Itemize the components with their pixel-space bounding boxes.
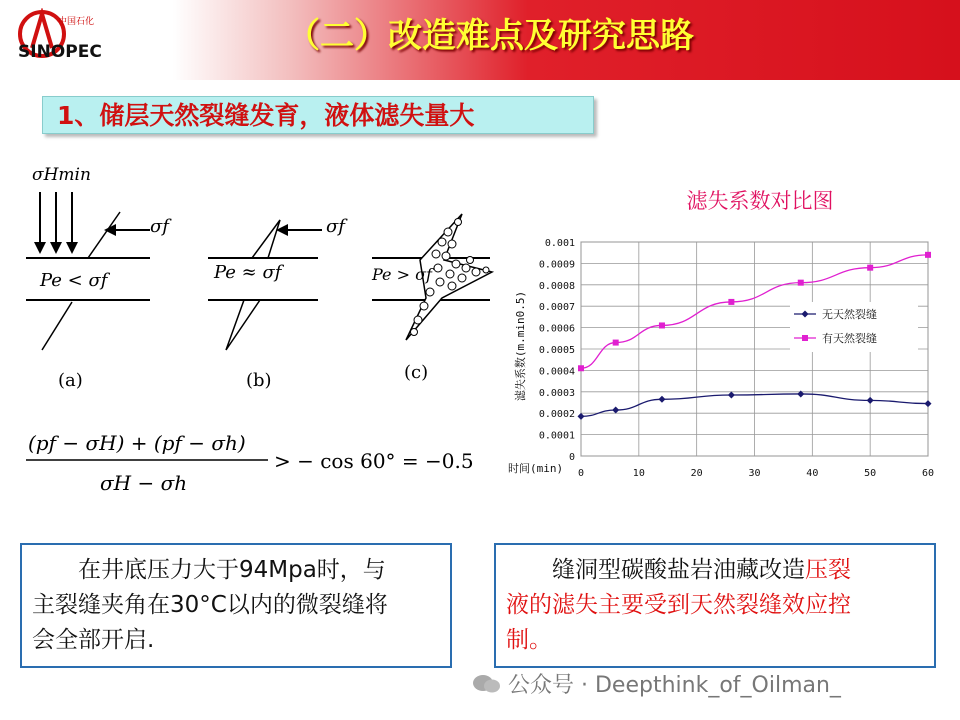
fracture-diagram [0, 150, 500, 500]
note-right-part3: 液的滤失主要受到天然裂缝效应控 [506, 592, 851, 618]
label-a: (a) [58, 370, 83, 391]
y-tick-label: 0.001 [544, 238, 575, 249]
formula-rhs: > − cos 60° = −0.5 [274, 449, 474, 473]
x-tick-label: 40 [806, 468, 819, 479]
y-tick-label: 0.0001 [538, 430, 575, 442]
data-point [578, 365, 584, 371]
page-title: （二）改造难点及研究思路 [286, 16, 694, 56]
note-right-part4: 制。 [506, 627, 552, 653]
condition-c: Pe > σf [372, 265, 432, 284]
logo-text: SINOPEC [18, 42, 102, 62]
data-point [613, 340, 619, 346]
x-tick-label: 30 [748, 468, 761, 479]
y-tick-label: 0.0002 [538, 409, 575, 421]
legend-marker [802, 335, 808, 341]
data-point [728, 299, 734, 305]
note-right-part1: 缝洞型碳酸盐岩油藏改造 [552, 557, 805, 583]
data-point [798, 280, 804, 286]
y-tick-label: 0.0009 [538, 259, 575, 271]
note-box-left [20, 543, 452, 668]
y-tick-label: 0.0004 [538, 366, 575, 378]
section-subtitle: 1、储层天然裂缝发育，液体滤失量大 [42, 96, 594, 134]
stress-label-hmin: σHmin [32, 165, 91, 185]
formula-numerator: (pf − σH) + (pf − σh) [28, 431, 246, 455]
legend-label: 无天然裂缝 [822, 308, 877, 321]
y-tick-label: 0.0003 [538, 387, 575, 399]
header-banner [0, 0, 960, 80]
x-tick-label: 20 [690, 468, 703, 479]
y-tick-label: 0.0008 [538, 280, 575, 292]
x-tick-label: 60 [921, 468, 935, 479]
y-tick-label: 0.0006 [538, 323, 575, 335]
note-left-line1: 在井底压力大于94Mpa时，与 [78, 557, 386, 583]
filtration-chart [500, 180, 960, 500]
legend-label: 有天然裂缝 [822, 332, 877, 345]
watermark-text: 公众号 · Deepthink_of_Oilman_ [508, 673, 841, 698]
note-box-right [494, 543, 936, 668]
note-right-part2: 压裂 [805, 557, 851, 583]
note-left-line2: 主裂缝夹角在30°C以内的微裂缝将 [32, 592, 388, 618]
data-point [925, 252, 931, 258]
y-tick-label: 0 [568, 452, 575, 463]
sigma-f-label-b: σf [326, 216, 345, 237]
data-point [867, 265, 873, 271]
note-left-line3: 会全部开启. [32, 627, 155, 653]
x-tick-label: 10 [632, 468, 645, 479]
chart-title: 滤失系数对比图 [686, 189, 834, 213]
label-b: (b) [246, 370, 272, 391]
x-tick-label: 0 [577, 468, 585, 479]
y-tick-label: 0.0007 [538, 302, 575, 314]
chart-xlabel: 时间(min) [508, 462, 564, 475]
data-point [659, 322, 665, 328]
condition-a: Pe < σf [40, 270, 108, 291]
y-tick-label: 0.0005 [538, 345, 575, 356]
formula-denominator: σH − σh [100, 471, 188, 495]
x-tick-label: 50 [864, 468, 877, 479]
label-c: (c) [404, 362, 429, 383]
stress-arrows [40, 192, 72, 248]
condition-b: Pe ≈ σf [214, 262, 282, 283]
watermark [472, 668, 841, 699]
wechat-icon [472, 673, 502, 695]
chart-ylabel: 滤失系数(m.min0.5) [514, 290, 527, 402]
sigma-f-label-a: σf [150, 216, 169, 237]
logo-chinese-text: 中国石化 [58, 17, 95, 27]
